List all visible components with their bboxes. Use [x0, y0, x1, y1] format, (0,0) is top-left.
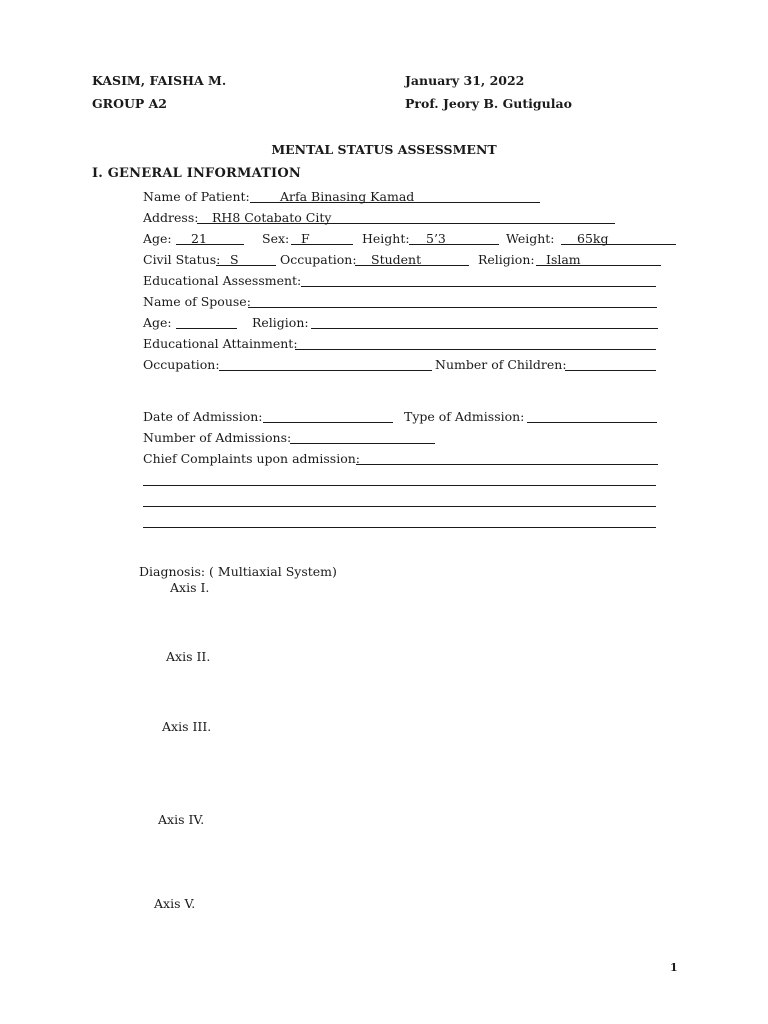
weight-value: 65kg — [577, 231, 609, 246]
professor-name: Prof. Jeory B. Gutigulao — [405, 96, 572, 111]
complaints-line-2[interactable] — [143, 485, 656, 486]
admissions-count-label: Number of Admissions: — [143, 430, 292, 445]
children-line[interactable] — [565, 370, 656, 371]
spouse-age-line[interactable] — [176, 328, 237, 329]
children-label: Number of Children: — [435, 357, 567, 372]
admissions-count-line[interactable] — [290, 443, 435, 444]
name-value: Arfa Binasing Kamad — [280, 189, 415, 204]
height-line[interactable] — [409, 244, 499, 245]
sex-value: F — [301, 231, 310, 246]
age-value: 21 — [191, 231, 207, 246]
occupation-label: Occupation: — [280, 252, 357, 267]
spouse-line[interactable] — [248, 307, 657, 308]
educational-attainment-label: Educational Attainment: — [143, 336, 298, 351]
complaints-line-3[interactable] — [143, 506, 656, 507]
educational-assessment-label: Educational Assessment: — [143, 273, 302, 288]
age-label: Age: — [143, 231, 172, 246]
axis-1-label: Axis I. — [170, 580, 210, 595]
admission-type-label: Type of Admission: — [404, 409, 525, 424]
religion-label: Religion: — [478, 252, 535, 267]
complaints-line-1[interactable] — [356, 464, 658, 465]
section-heading: I. GENERAL INFORMATION — [92, 166, 301, 181]
height-label: Height: — [362, 231, 410, 246]
civil-status-line[interactable] — [216, 265, 276, 266]
spouse-label: Name of Spouse: — [143, 294, 251, 309]
spouse-occupation-label: Occupation: — [143, 357, 220, 372]
spouse-occupation-line[interactable] — [219, 370, 432, 371]
educational-attainment-line[interactable] — [295, 349, 656, 350]
civil-status-value: S — [230, 252, 239, 267]
weight-label: Weight: — [506, 231, 555, 246]
educational-assessment-line[interactable] — [301, 286, 656, 287]
age-line[interactable] — [176, 244, 244, 245]
axis-5-label: Axis V. — [154, 896, 196, 911]
page-number: 1 — [670, 961, 678, 974]
page-title: MENTAL STATUS ASSESSMENT — [271, 142, 497, 157]
document-date: January 31, 2022 — [405, 73, 525, 88]
admission-date-line[interactable] — [263, 422, 393, 423]
religion-value: Islam — [546, 252, 581, 267]
spouse-age-label: Age: — [143, 315, 172, 330]
height-value: 5’3 — [426, 231, 446, 246]
complaints-line-4[interactable] — [143, 527, 656, 528]
address-label: Address: — [143, 210, 199, 225]
spouse-religion-label: Religion: — [252, 315, 309, 330]
occupation-value: Student — [371, 252, 422, 267]
admission-type-line[interactable] — [527, 422, 657, 423]
complaints-label: Chief Complaints upon admission: — [143, 451, 360, 466]
admission-date-label: Date of Admission: — [143, 409, 263, 424]
group-label: GROUP A2 — [92, 96, 167, 111]
civil-status-label: Civil Status: — [143, 252, 221, 267]
name-label: Name of Patient: — [143, 189, 250, 204]
diagnosis-heading: Diagnosis: ( Multiaxial System) — [139, 564, 337, 579]
axis-4-label: Axis IV. — [158, 812, 205, 827]
axis-3-label: Axis III. — [162, 719, 212, 734]
sex-label: Sex: — [262, 231, 290, 246]
axis-2-label: Axis II. — [166, 649, 211, 664]
address-value: RH8 Cotabato City — [212, 210, 332, 225]
student-name: KASIM, FAISHA M. — [92, 73, 227, 88]
spouse-religion-line[interactable] — [311, 328, 658, 329]
